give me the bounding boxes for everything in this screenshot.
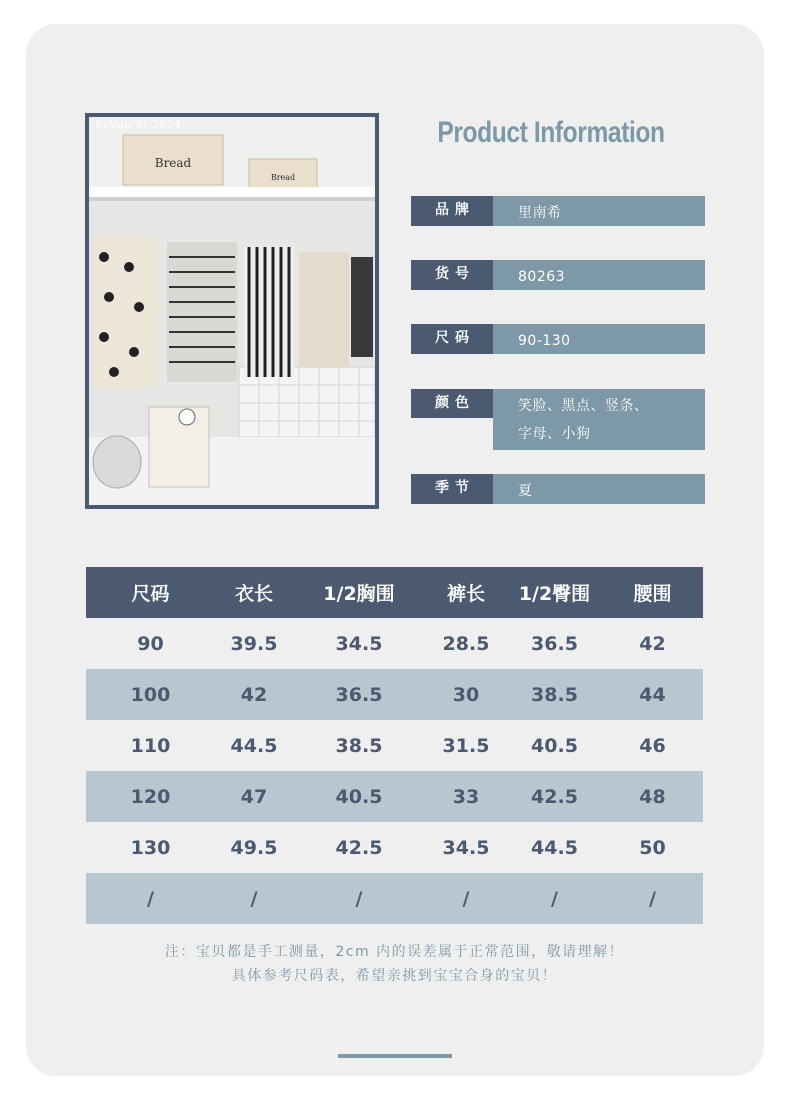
info-row-brand [411, 196, 705, 226]
table-row [86, 618, 703, 669]
info-key-color: 颜色 [411, 389, 493, 418]
half-chest-header: 1/2胸围 [293, 567, 425, 618]
size-table [86, 567, 703, 924]
table-cell: 42 [639, 632, 666, 655]
table-row [86, 771, 703, 822]
table-cell: 90 [137, 632, 164, 655]
table-cell: / [602, 873, 703, 924]
table-cell: 42.5 [507, 771, 602, 822]
info-row-color [411, 389, 705, 450]
table-cell: 39.5 [230, 632, 278, 655]
info-key-season: 季节 [411, 474, 493, 504]
info-row-season [411, 474, 705, 504]
photo-watermark: LiNan'Xi 2024 [96, 120, 182, 131]
bread-box-small-label: Bread [270, 173, 296, 182]
bottom-divider [338, 1054, 452, 1058]
table-cell: 28.5 [442, 632, 490, 655]
table-cell: 38.5 [507, 669, 602, 720]
table-cell: 36.5 [531, 632, 578, 655]
top-length-header: 衣长 [215, 567, 293, 618]
table-cell: 48 [602, 771, 703, 822]
table-cell: 130 [130, 836, 171, 859]
table-cell: 50 [639, 836, 666, 859]
info-value-season: 夏 [493, 474, 705, 504]
info-key-brand: 品牌 [411, 196, 493, 226]
size-table-header-row [86, 567, 703, 618]
table-cell: / [215, 873, 293, 924]
pants-length-header: 裤长 [425, 567, 507, 618]
info-value-brand: 里南希 [493, 196, 705, 226]
table-cell: 40.5 [293, 771, 425, 822]
table-cell: 47 [215, 771, 293, 822]
table-cell: 30 [425, 669, 507, 720]
measurement-note: 注：宝贝都是手工测量，2cm 内的误差属于正常范围，敬请理解！ [164, 944, 625, 960]
table-row [86, 822, 703, 873]
bread-box-label: Bread [154, 156, 192, 170]
info-row-item-number [411, 260, 705, 290]
size-header: 尺码 [86, 567, 215, 618]
table-cell: 100 [86, 669, 215, 720]
table-row [86, 720, 703, 771]
size-advice-note: 具体参考尺码表，希望亲挑到宝宝合身的宝贝！ [231, 968, 558, 984]
product-photo-illustration [89, 117, 375, 505]
table-cell: 42 [215, 669, 293, 720]
info-value-size: 90-130 [493, 324, 705, 354]
table-cell: 44.5 [531, 836, 578, 859]
table-cell: 110 [130, 734, 171, 757]
info-row-size [411, 324, 705, 354]
table-cell: 34.5 [442, 836, 490, 859]
table-cell: 38.5 [335, 734, 383, 757]
info-key-item-number: 货号 [411, 260, 493, 290]
table-cell: 33 [425, 771, 507, 822]
half-hip-header: 1/2臀围 [507, 567, 602, 618]
info-value-item-number: 80263 [493, 260, 705, 290]
table-cell: 31.5 [442, 734, 490, 757]
table-cell: 44 [602, 669, 703, 720]
info-value-color [493, 389, 705, 450]
waist-header: 腰围 [602, 567, 703, 618]
info-value-color-line2: 字母、小狗 [518, 426, 591, 442]
table-cell: 42.5 [335, 836, 383, 859]
table-cell: 44.5 [230, 734, 278, 757]
table-row [86, 669, 703, 720]
table-row [86, 873, 703, 924]
table-cell: 34.5 [335, 632, 383, 655]
product-info-title: Product Information [437, 116, 665, 149]
info-value-color-line1: 笑脸、黑点、竖条、 [518, 398, 649, 414]
info-key-size: 尺码 [411, 324, 493, 354]
table-cell: 49.5 [230, 836, 278, 859]
table-cell: 46 [639, 734, 666, 757]
table-cell: 36.5 [293, 669, 425, 720]
table-cell: / [425, 873, 507, 924]
table-cell: / [86, 873, 215, 924]
product-photo [85, 113, 379, 509]
table-cell: / [507, 873, 602, 924]
table-cell: / [293, 873, 425, 924]
table-cell: 40.5 [531, 734, 578, 757]
table-cell: 120 [86, 771, 215, 822]
